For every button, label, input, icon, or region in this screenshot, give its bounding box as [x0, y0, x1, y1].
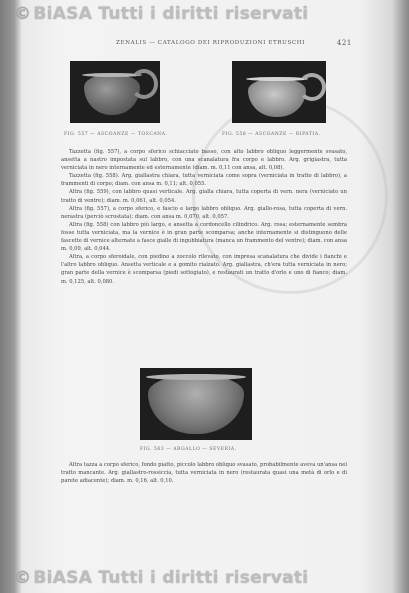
figure-photo-563 [140, 368, 252, 440]
watermark-bottom [14, 568, 308, 588]
cup-handle [130, 69, 158, 99]
body-text-lower [61, 461, 347, 485]
watermark-top-text: BiASA Tutti i diritti riservati [33, 4, 309, 24]
biasa-copyright-icon: © [14, 4, 32, 24]
figure-caption-563: FIG. 563 — ARGALLO — SEVERIA. [140, 447, 237, 452]
cup-handle [298, 73, 326, 101]
paragraph: Altra tazza a corpo sferico, fondo piatto, piccolo labbro obliquo svasato, probabilmente aveva un'ansa nel tratto mancante. Arg. giallastro-rossiccia, tutta verniciata in nero (restaurata quasi una metà di orlo e di parete adiacente); diam. m. 0,16, alt. 0,10. [61, 462, 347, 485]
figure-caption-558: FIG. 558 — ASCOANZE — RIPATIA. [222, 132, 321, 137]
watermark-top [14, 4, 308, 24]
figure-photo-558 [232, 61, 326, 123]
cup-image [148, 376, 244, 434]
page-number: 421 [336, 39, 352, 47]
figure-photo-557 [70, 61, 160, 123]
running-head-title: ZENALIS — CATALOGO DEI RIPRODUZIONI ETRUSCHI [116, 40, 306, 46]
watermark-bottom-text: BiASA Tutti i diritti riservati [33, 568, 309, 588]
paragraph: Tazzetta (fig. 558). Arg. giallastra chiara, tutta verniciata come sopra (verniciata in tratto di labbro), a frammenti di corpo; diam. con ansa m. 0,11; alt. 0,055. [61, 173, 347, 188]
running-head [52, 38, 352, 50]
paragraph: Altra (fig. 558) con labbro più largo, e ansetta a cordoncello cilindrico. Arg. rosa; esternamente sembra fosse tutta verniciata, ma la vernice è in gran parte scomparsa; anche internamente si distinguono delle fascette di vernice alternate a fasce gialle di ingubbiatura (manca un frammento del ventre); diam. con ansa m. 0,09, alt. 0,044. [61, 221, 347, 253]
paragraph: Tazzetta (fig. 557), a corpo sferico schiacciato basso, con alto labbro obliquo leggermente svasato, ansetta a nastro impostata sul labbro, con una scanalatura fra corpo e labbro. Arg. grigiastra, tutta verniciata in nero internamente ed esternamente (diam. m. 0,11 con ansa, alt. 0,08). [61, 149, 347, 172]
paragraph: Altra (fig. 557), a corpo sferico, e fascio e largo labbro obliquo. Arg. giallo-rosa, tutta coperta di vern. nerastra (perciò scrostata); diam. con ansa m. 0,070, alt. 0,057. [61, 205, 347, 220]
paragraph: Altra (fig. 559), con labbro quasi verticale. Arg. gialla chiara, tutta coperta di vern. nera (verniciato un tratto di ventre); diam. m. 0,061, alt. 0,054. [61, 189, 347, 204]
body-text-upper [61, 148, 347, 286]
paragraph: Altra, a corpo sferoidale, con piedino a zoccolo rilevato, con impresa scanalatura che divide i fianchi e l'altro labbro obliquo. Ansetta verticale e a gomito rialzato. Arg. giallastra, ch'era tutta verniciata in nero; gran parte della vernice è scomparsa (piedi sottogiato), e restaurati un tratto d'orlo e uno di fianco; diam. m. 0,125, alt. 0,080. [61, 254, 347, 285]
cup-rim [146, 374, 246, 380]
biasa-copyright-icon: © [14, 568, 32, 588]
document-page [52, 38, 352, 558]
figure-caption-557: FIG. 557 — ASCOANZE — TOSCANA. [64, 132, 168, 137]
